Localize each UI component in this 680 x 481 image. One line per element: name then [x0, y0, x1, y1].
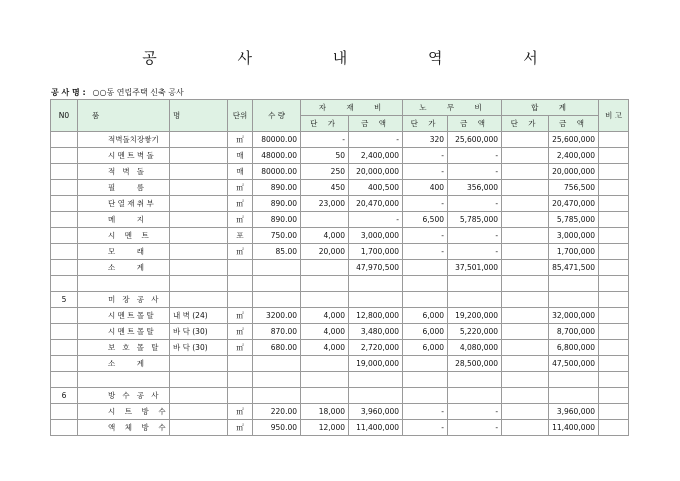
cell-labor-amount: - — [448, 148, 502, 164]
cell-labor-amount: - — [448, 244, 502, 260]
cell-spec — [170, 180, 228, 196]
cell-spec — [170, 356, 228, 372]
cell-name: 액 체 방 수 — [78, 420, 170, 436]
cell-qty: 750.00 — [253, 228, 301, 244]
cell-qty — [253, 260, 301, 276]
project-label: 공 사 명 : — [51, 88, 86, 97]
cell-labor-amount: 356,000 — [448, 180, 502, 196]
table-header — [51, 100, 629, 132]
cell-total-price — [502, 340, 549, 356]
table-row — [51, 276, 629, 292]
cell-unit: ㎡ — [228, 404, 253, 420]
project-line — [51, 87, 184, 98]
col-material-price: 단 가 — [301, 116, 349, 132]
table-row — [51, 212, 629, 228]
cell-qty: 870.00 — [253, 324, 301, 340]
cell-material-amount: 20,000,000 — [349, 164, 403, 180]
cell-total-price — [502, 228, 549, 244]
cell-labor-price: 6,500 — [403, 212, 448, 228]
cell-total-amount — [549, 292, 599, 308]
cell-remark — [599, 196, 629, 212]
cell-spec — [170, 228, 228, 244]
table-row — [51, 292, 629, 308]
col-labor-price: 단 가 — [403, 116, 448, 132]
table-row — [51, 388, 629, 404]
cell-name: 시 멘 트 몰 탈 — [78, 308, 170, 324]
cell-labor-price: - — [403, 404, 448, 420]
cell-qty: 80000.00 — [253, 132, 301, 148]
cell-labor-price: 6,000 — [403, 340, 448, 356]
cell-material-amount: 47,970,500 — [349, 260, 403, 276]
cell-remark — [599, 372, 629, 388]
cell-remark — [599, 148, 629, 164]
table-row — [51, 420, 629, 436]
cell-labor-price — [403, 260, 448, 276]
cell-spec — [170, 420, 228, 436]
cell-unit: ㎡ — [228, 324, 253, 340]
cell-remark — [599, 276, 629, 292]
table-row — [51, 324, 629, 340]
cell-no — [51, 404, 78, 420]
cell-total-amount — [549, 372, 599, 388]
table-body — [51, 132, 629, 436]
cell-spec: 내 벽 (24) — [170, 308, 228, 324]
cell-material-amount — [349, 388, 403, 404]
table-row — [51, 308, 629, 324]
cell-total-amount: 1,700,000 — [549, 244, 599, 260]
table-row — [51, 148, 629, 164]
cell-material-amount: 19,000,000 — [349, 356, 403, 372]
cell-no — [51, 164, 78, 180]
cell-labor-amount: - — [448, 228, 502, 244]
cell-material-amount: - — [349, 212, 403, 228]
cell-labor-amount: 19,200,000 — [448, 308, 502, 324]
cell-total-price — [502, 276, 549, 292]
cell-total-price — [502, 212, 549, 228]
cell-total-price — [502, 404, 549, 420]
cell-spec — [170, 388, 228, 404]
cell-unit — [228, 372, 253, 388]
cell-no — [51, 356, 78, 372]
cell-spec — [170, 212, 228, 228]
cell-no — [51, 180, 78, 196]
cell-qty: 890.00 — [253, 180, 301, 196]
cell-total-amount: 3,960,000 — [549, 404, 599, 420]
cell-remark — [599, 356, 629, 372]
cell-spec — [170, 260, 228, 276]
cell-unit: ㎡ — [228, 196, 253, 212]
cell-total-amount: 20,000,000 — [549, 164, 599, 180]
cell-qty: 85.00 — [253, 244, 301, 260]
cell-labor-amount: - — [448, 420, 502, 436]
cell-material-price: 4,000 — [301, 324, 349, 340]
cell-material-amount: 2,400,000 — [349, 148, 403, 164]
cell-material-price: 50 — [301, 148, 349, 164]
cell-unit: ㎡ — [228, 180, 253, 196]
cell-name: 적 벽 돌 — [78, 164, 170, 180]
cell-labor-price — [403, 388, 448, 404]
cell-remark — [599, 244, 629, 260]
cell-spec — [170, 276, 228, 292]
cell-spec — [170, 164, 228, 180]
cell-name: 방 수 공 사 — [78, 388, 170, 404]
cell-qty: 890.00 — [253, 196, 301, 212]
cell-total-amount — [549, 276, 599, 292]
cell-labor-amount — [448, 276, 502, 292]
cell-labor-amount — [448, 292, 502, 308]
col-unit: 단위 — [228, 100, 253, 132]
cell-qty: 48000.00 — [253, 148, 301, 164]
cell-spec — [170, 148, 228, 164]
cell-no — [51, 148, 78, 164]
cell-material-amount: 3,960,000 — [349, 404, 403, 420]
cell-qty: 680.00 — [253, 340, 301, 356]
cell-unit: ㎡ — [228, 212, 253, 228]
col-item: 품 — [78, 100, 170, 132]
cell-unit: ㎡ — [228, 308, 253, 324]
cell-total-amount: 11,400,000 — [549, 420, 599, 436]
cell-material-price — [301, 372, 349, 388]
cell-material-price: 250 — [301, 164, 349, 180]
cell-spec — [170, 132, 228, 148]
cell-labor-amount — [448, 372, 502, 388]
cell-name: 보 호 몰 탈 — [78, 340, 170, 356]
cell-unit: ㎡ — [228, 244, 253, 260]
cell-remark — [599, 340, 629, 356]
cell-no — [51, 260, 78, 276]
table-row — [51, 244, 629, 260]
cell-labor-amount: 37,501,000 — [448, 260, 502, 276]
cell-no — [51, 244, 78, 260]
cell-material-amount — [349, 372, 403, 388]
cell-spec — [170, 244, 228, 260]
cell-total-amount: 5,785,000 — [549, 212, 599, 228]
cell-labor-amount: - — [448, 404, 502, 420]
cell-qty: 890.00 — [253, 212, 301, 228]
cell-labor-price: - — [403, 148, 448, 164]
cell-total-amount: 3,000,000 — [549, 228, 599, 244]
cell-remark — [599, 324, 629, 340]
cell-material-price: - — [301, 132, 349, 148]
cell-unit: 포 — [228, 228, 253, 244]
table-row — [51, 356, 629, 372]
cell-total-amount: 47,500,000 — [549, 356, 599, 372]
cell-name: 시 멘 트 몰 탈 — [78, 324, 170, 340]
cell-material-amount: 11,400,000 — [349, 420, 403, 436]
cell-remark — [599, 404, 629, 420]
cell-material-price: 4,000 — [301, 340, 349, 356]
cell-material-amount: 400,500 — [349, 180, 403, 196]
col-material-amount: 금 액 — [349, 116, 403, 132]
cell-material-price — [301, 276, 349, 292]
cell-name: 모 래 — [78, 244, 170, 260]
col-labor: 노 무 비 — [403, 100, 502, 116]
cell-labor-price: - — [403, 228, 448, 244]
cell-labor-price — [403, 372, 448, 388]
col-labor-amount: 금 액 — [448, 116, 502, 132]
cell-remark — [599, 164, 629, 180]
cell-qty: 220.00 — [253, 404, 301, 420]
project-name: ○○동 연립주택 신축 공사 — [92, 88, 184, 97]
cell-material-price — [301, 292, 349, 308]
cell-qty: 950.00 — [253, 420, 301, 436]
cell-no — [51, 276, 78, 292]
cell-qty: 80000.00 — [253, 164, 301, 180]
cell-total-price — [502, 420, 549, 436]
cell-qty — [253, 372, 301, 388]
cell-no — [51, 212, 78, 228]
cell-material-amount: - — [349, 132, 403, 148]
cell-material-amount: 3,480,000 — [349, 324, 403, 340]
cell-labor-amount: 5,785,000 — [448, 212, 502, 228]
cell-total-price — [502, 164, 549, 180]
cell-labor-price: - — [403, 164, 448, 180]
table-row — [51, 260, 629, 276]
cell-no: 6 — [51, 388, 78, 404]
cell-labor-amount: 25,600,000 — [448, 132, 502, 148]
page-title: 공 사 내 역 서 — [142, 49, 576, 67]
cell-name — [78, 372, 170, 388]
cell-total-amount: 25,600,000 — [549, 132, 599, 148]
cell-unit — [228, 276, 253, 292]
cell-unit — [228, 260, 253, 276]
cell-name: 미 장 공 사 — [78, 292, 170, 308]
col-qty: 수 량 — [253, 100, 301, 132]
cell-unit: ㎡ — [228, 132, 253, 148]
cell-labor-price: 320 — [403, 132, 448, 148]
cell-remark — [599, 212, 629, 228]
cell-total-amount: 32,000,000 — [549, 308, 599, 324]
cell-remark — [599, 420, 629, 436]
cell-name: 시 트 방 수 — [78, 404, 170, 420]
cell-spec — [170, 404, 228, 420]
cell-total-price — [502, 356, 549, 372]
cell-spec — [170, 372, 228, 388]
cell-no — [51, 372, 78, 388]
cell-material-amount: 20,470,000 — [349, 196, 403, 212]
cell-name: 메 지 — [78, 212, 170, 228]
cell-name: 소 계 — [78, 260, 170, 276]
cell-material-amount: 1,700,000 — [349, 244, 403, 260]
cell-unit — [228, 292, 253, 308]
cell-material-price — [301, 260, 349, 276]
cell-total-price — [502, 308, 549, 324]
cell-total-amount: 2,400,000 — [549, 148, 599, 164]
cell-total-price — [502, 372, 549, 388]
table-row — [51, 132, 629, 148]
cell-unit: 매 — [228, 148, 253, 164]
cell-spec — [170, 196, 228, 212]
cell-unit: ㎡ — [228, 340, 253, 356]
cell-remark — [599, 308, 629, 324]
cell-name: 시 멘 트 벽 돌 — [78, 148, 170, 164]
cell-labor-price: 400 — [403, 180, 448, 196]
cell-labor-price — [403, 292, 448, 308]
table-row — [51, 164, 629, 180]
col-no: N0 — [51, 100, 78, 132]
cell-name — [78, 276, 170, 292]
cell-spec: 바 닥 (30) — [170, 340, 228, 356]
cell-material-amount — [349, 276, 403, 292]
cell-no: 5 — [51, 292, 78, 308]
col-total-amount: 금 액 — [549, 116, 599, 132]
table-row — [51, 196, 629, 212]
cell-total-price — [502, 260, 549, 276]
cell-labor-price: 6,000 — [403, 308, 448, 324]
cell-no — [51, 196, 78, 212]
col-remark: 비 고 — [599, 100, 629, 132]
cell-no — [51, 228, 78, 244]
cell-name: 소 계 — [78, 356, 170, 372]
cell-total-price — [502, 148, 549, 164]
cell-remark — [599, 388, 629, 404]
cell-labor-amount: - — [448, 164, 502, 180]
cell-labor-price — [403, 356, 448, 372]
cost-table — [50, 99, 629, 436]
table-row — [51, 180, 629, 196]
cell-qty — [253, 388, 301, 404]
cell-total-price — [502, 196, 549, 212]
cell-no — [51, 324, 78, 340]
cell-material-amount: 12,800,000 — [349, 308, 403, 324]
cell-unit: 매 — [228, 164, 253, 180]
cell-remark — [599, 292, 629, 308]
cell-spec — [170, 292, 228, 308]
cell-total-amount — [549, 388, 599, 404]
cell-labor-amount — [448, 388, 502, 404]
cell-total-amount: 20,470,000 — [549, 196, 599, 212]
cell-total-price — [502, 292, 549, 308]
cell-qty — [253, 292, 301, 308]
table-row — [51, 404, 629, 420]
cell-labor-price: - — [403, 420, 448, 436]
cell-remark — [599, 228, 629, 244]
cell-labor-amount: 4,080,000 — [448, 340, 502, 356]
cell-remark — [599, 132, 629, 148]
cell-total-price — [502, 388, 549, 404]
cell-remark — [599, 260, 629, 276]
cell-no — [51, 340, 78, 356]
cell-name: 시 멘 트 — [78, 228, 170, 244]
cell-labor-price: - — [403, 244, 448, 260]
cell-total-amount: 6,800,000 — [549, 340, 599, 356]
cell-material-amount: 2,720,000 — [349, 340, 403, 356]
cell-qty — [253, 276, 301, 292]
cell-remark — [599, 180, 629, 196]
cell-total-price — [502, 132, 549, 148]
cell-total-price — [502, 244, 549, 260]
cell-total-amount: 8,700,000 — [549, 324, 599, 340]
table-row — [51, 372, 629, 388]
cell-unit — [228, 388, 253, 404]
cell-labor-price: - — [403, 196, 448, 212]
cell-labor-price: 6,000 — [403, 324, 448, 340]
cell-no — [51, 132, 78, 148]
cell-material-price: 4,000 — [301, 308, 349, 324]
cell-material-price: 4,000 — [301, 228, 349, 244]
cell-qty — [253, 356, 301, 372]
cell-no — [51, 420, 78, 436]
cell-total-amount: 756,500 — [549, 180, 599, 196]
col-total: 합 계 — [502, 100, 599, 116]
cell-name: 필 름 — [78, 180, 170, 196]
cell-material-price — [301, 212, 349, 228]
cell-material-amount — [349, 292, 403, 308]
cell-unit: ㎡ — [228, 420, 253, 436]
cell-name: 적벽돌치장쌓기 — [78, 132, 170, 148]
cell-material-amount: 3,000,000 — [349, 228, 403, 244]
cell-labor-price — [403, 276, 448, 292]
table-row — [51, 228, 629, 244]
col-material: 자 재 비 — [301, 100, 403, 116]
cell-unit — [228, 356, 253, 372]
cell-total-amount: 85,471,500 — [549, 260, 599, 276]
cell-material-price: 12,000 — [301, 420, 349, 436]
cell-qty: 3200.00 — [253, 308, 301, 324]
cell-total-price — [502, 324, 549, 340]
cell-material-price: 23,000 — [301, 196, 349, 212]
col-total-price: 단 가 — [502, 116, 549, 132]
cell-labor-amount: 28,500,000 — [448, 356, 502, 372]
table-row — [51, 340, 629, 356]
cell-material-price: 20,000 — [301, 244, 349, 260]
cell-name: 단 열 재 취 부 — [78, 196, 170, 212]
cell-labor-amount: 5,220,000 — [448, 324, 502, 340]
cell-material-price: 18,000 — [301, 404, 349, 420]
cell-material-price — [301, 356, 349, 372]
cell-material-price: 450 — [301, 180, 349, 196]
cell-no — [51, 308, 78, 324]
cell-total-price — [502, 180, 549, 196]
cell-spec: 바 닥 (30) — [170, 324, 228, 340]
cell-labor-amount: - — [448, 196, 502, 212]
cell-material-price — [301, 388, 349, 404]
col-item-2: 명 — [170, 100, 228, 132]
